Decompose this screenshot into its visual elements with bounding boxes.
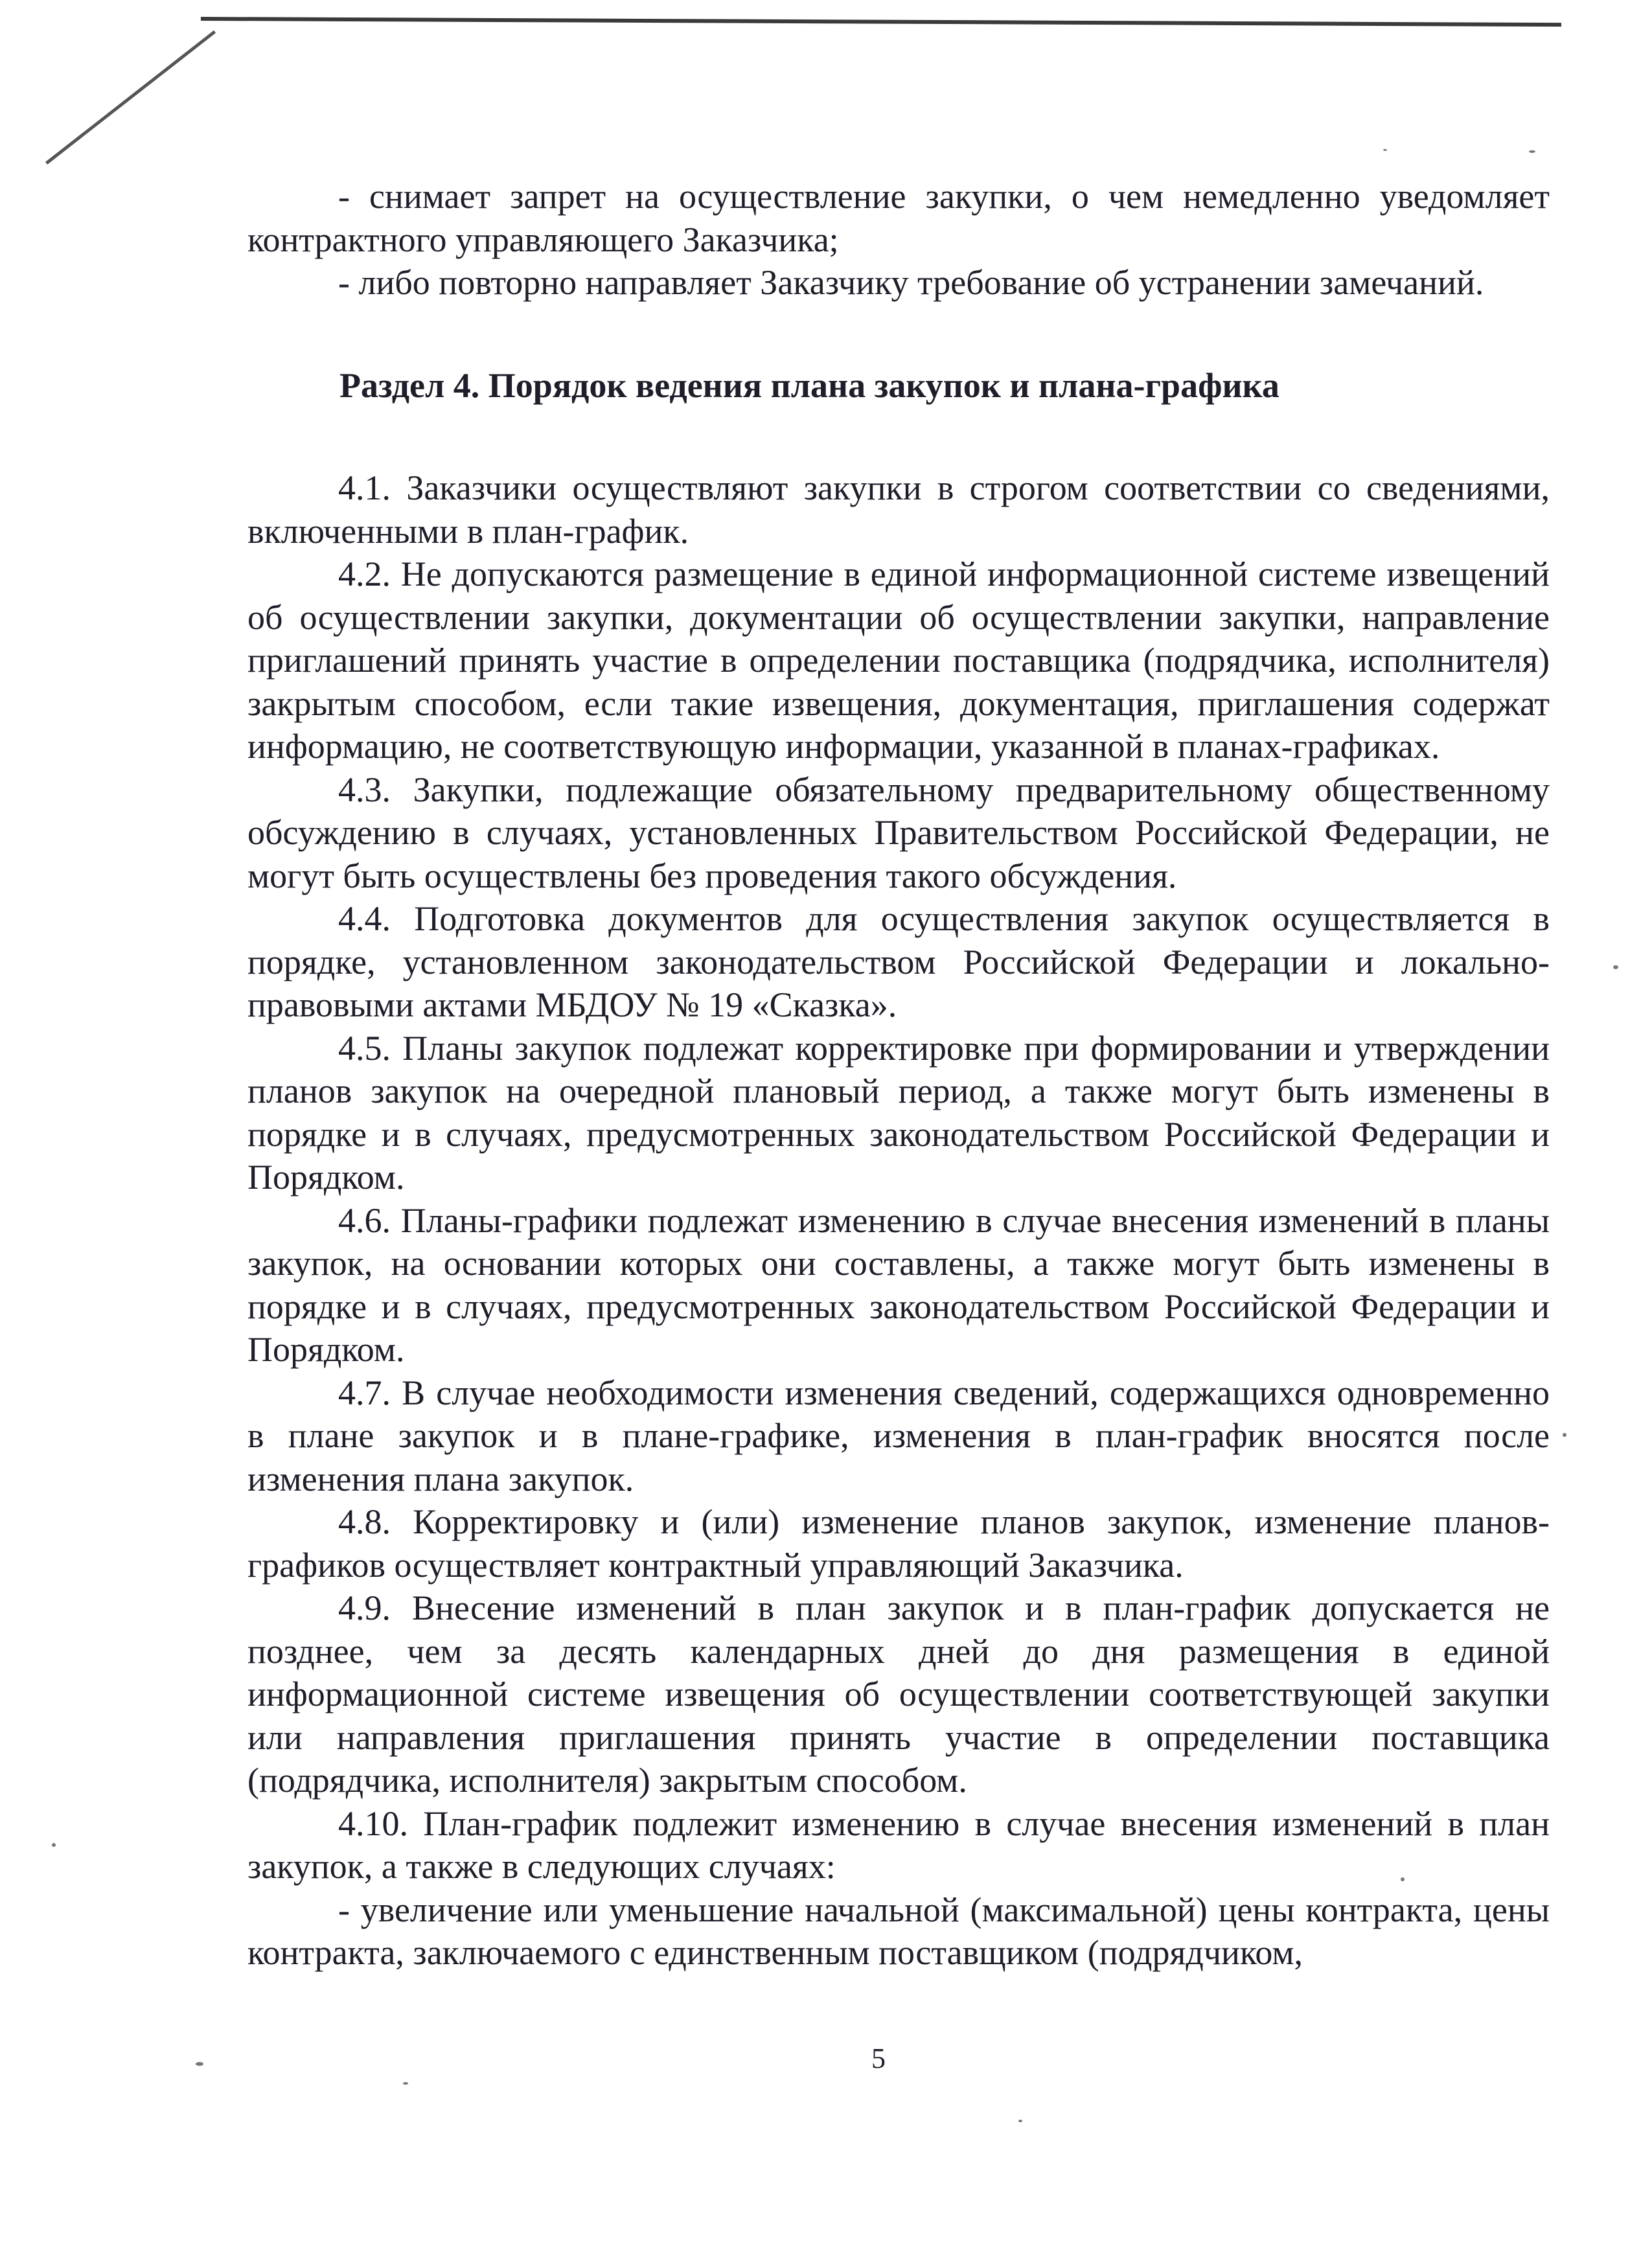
continuation-paragraph: - снимает запрет на осуществление закупки, о чем немедленно уведомляет контрактного управляющего Заказчика;	[247, 177, 1550, 259]
paragraph-4-6: 4.6. Планы-графики подлежат изменению в случае внесения изменений в планы закупок, на основании которых они составлены, а также могут быть изменены в порядке и в случаях, предусмотренных законодательством Российской Федерации и Порядком.	[247, 1200, 1550, 1369]
document-body	[247, 175, 1550, 1975]
paragraph-4-8: 4.8. Корректировку и (или) изменение планов закупок, изменение планов-графиков осуществляет контрактный управляющий Заказчика.	[247, 1502, 1550, 1585]
scan-speck	[196, 2062, 203, 2066]
list-item-price-change: - увеличение или уменьшение начальной (максимальной) цены контракта, цены контракта, заключаемого с единственным поставщиком (подрядчиком,	[247, 1890, 1550, 1972]
section-heading: Раздел 4. Порядок ведения плана закупок и плана-графика	[339, 365, 1279, 405]
paragraph-4-1: 4.1. Заказчики осуществляют закупки в строгом соответствии со сведениями, включенными в план-график.	[247, 468, 1550, 551]
paragraph-4-2: 4.2. Не допускаются размещение в единой информационной системе извещений об осуществлении закупки, документации об осуществлении закупки, направление приглашений принять участие в определении поставщика (подрядчика, исполнителя) закрытым способом, если такие извещения, документация, приглашения содержат информацию, не соответствующую информации, указанной в планах-графиках.	[247, 555, 1550, 766]
scan-speck	[52, 1843, 56, 1847]
scan-speck	[1018, 2120, 1022, 2122]
scan-speck	[1383, 149, 1387, 151]
scan-speck	[403, 2082, 408, 2085]
paragraph-4-9: 4.9. Внесение изменений в план закупок и в план-график допускается не позднее, чем за десять календарных дней до дня размещения в единой информационной системе извещения об осуществлении соответствующей закупки или направления приглашения принять участие в определении поставщика (подрядчика, исполнителя) закрытым способом.	[247, 1588, 1550, 1800]
paragraph-4-7: 4.7. В случае необходимости изменения сведений, содержащихся одновременно в плане закупок и в плане-графике, изменения в план-график вносятся после изменения плана закупок.	[247, 1373, 1550, 1498]
page-number: 5	[871, 2043, 886, 2074]
paragraph-4-3: 4.3. Закупки, подлежащие обязательному предварительному общественному обсуждению в случаях, установленных Правительством Российской Федерации, не могут быть осуществлены без проведения такого обсуждения.	[247, 770, 1550, 895]
scan-speck	[1563, 1433, 1566, 1437]
scan-corner-artifact	[45, 30, 216, 165]
scan-edge-artifact	[201, 17, 1561, 27]
scan-speck	[1613, 965, 1618, 969]
paragraph-4-10: 4.10. План-график подлежит изменению в случае внесения изменений в план закупок, а также в следующих случаях:	[247, 1804, 1550, 1886]
scan-speck	[1529, 150, 1535, 153]
paragraph-4-4: 4.4. Подготовка документов для осуществления закупок осуществляется в порядке, установленном законодательством Российской Федерации и локально-правовыми актами МБДОУ № 19 «Сказка».	[247, 899, 1550, 1024]
paragraph-4-5: 4.5. Планы закупок подлежат корректировке при формировании и утверждении планов закупок на очередной плановый период, а также могут быть изменены в порядке и в случаях, предусмотренных законодательством Российской Федерации и Порядком.	[247, 1028, 1550, 1197]
continuation-paragraph: - либо повторно направляет Заказчику требование об устранении замечаний.	[338, 263, 1484, 302]
